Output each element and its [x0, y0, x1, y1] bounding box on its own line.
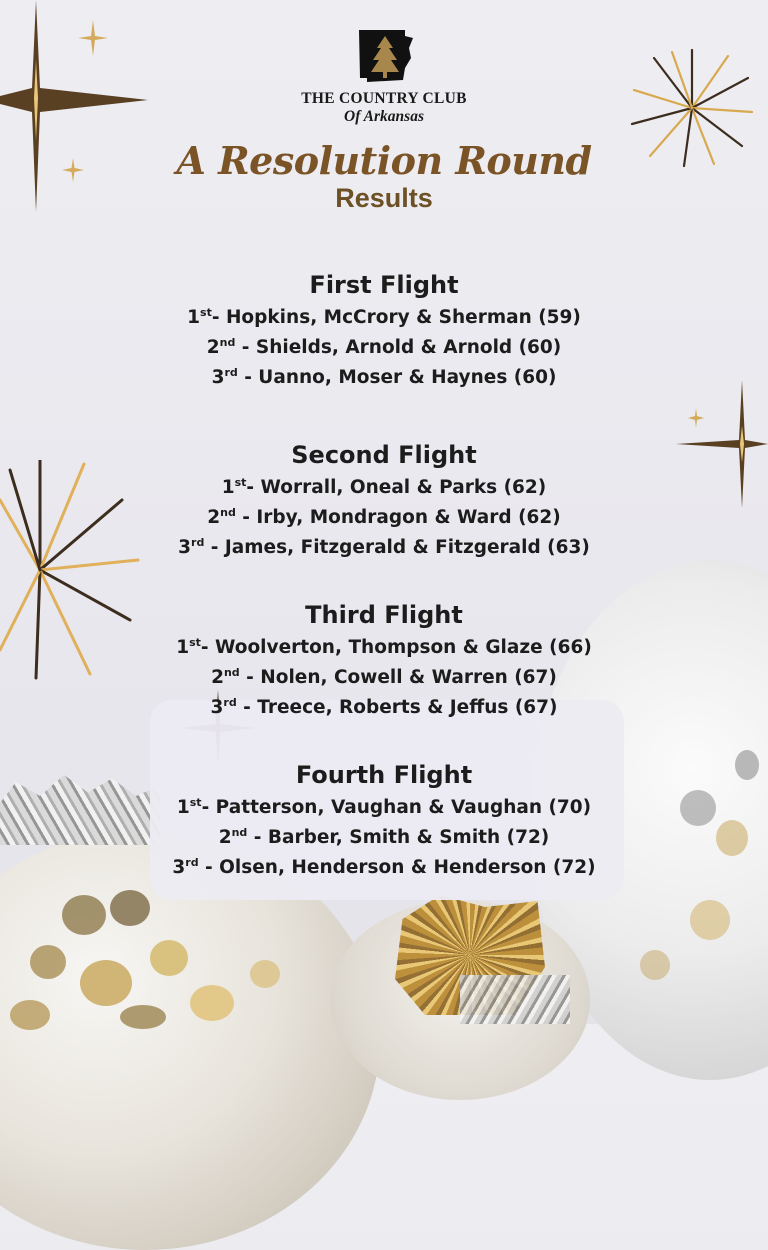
- flight-title: Second Flight: [291, 441, 477, 469]
- arkansas-pine-logo: [357, 28, 415, 88]
- result-line: 3rd - Uanno, Moser & Haynes (60): [211, 365, 557, 388]
- result-line: 2nd - Irby, Mondragon & Ward (62): [207, 505, 561, 528]
- result-line: 3rd - James, Fitzgerald & Fitzgerald (63): [178, 535, 590, 558]
- result-line: 3rd - Olsen, Henderson & Henderson (72): [172, 855, 596, 878]
- flight-section-second: [0, 437, 768, 563]
- silver-tinsel-decoration: [460, 975, 570, 1024]
- result-line: 1st- Patterson, Vaughan & Vaughan (70): [176, 795, 592, 818]
- flight-title: First Flight: [309, 271, 459, 299]
- result-line: 1st- Woolverton, Thompson & Glaze (66): [176, 635, 592, 658]
- club-location: Of Arkansas: [344, 108, 424, 125]
- event-title: A Resolution Round: [176, 138, 592, 183]
- results-heading: Results: [335, 183, 433, 213]
- flight-section-fourth: [0, 757, 768, 883]
- flight-section-third: [0, 597, 768, 723]
- result-line: 2nd - Shields, Arnold & Arnold (60): [206, 335, 562, 358]
- flight-section-first: [0, 267, 768, 393]
- result-line: 2nd - Barber, Smith & Smith (72): [218, 825, 550, 848]
- result-line: 1st- Hopkins, McCrory & Sherman (59): [187, 305, 581, 328]
- flight-title: Fourth Flight: [295, 761, 473, 789]
- result-line: 2nd - Nolen, Cowell & Warren (67): [211, 665, 557, 688]
- club-name: THE COUNTRY CLUB: [301, 90, 467, 107]
- flight-title: Third Flight: [305, 601, 463, 629]
- result-line: 3rd - Treece, Roberts & Jeffus (67): [210, 695, 558, 718]
- result-line: 1st- Worrall, Oneal & Parks (62): [221, 475, 547, 498]
